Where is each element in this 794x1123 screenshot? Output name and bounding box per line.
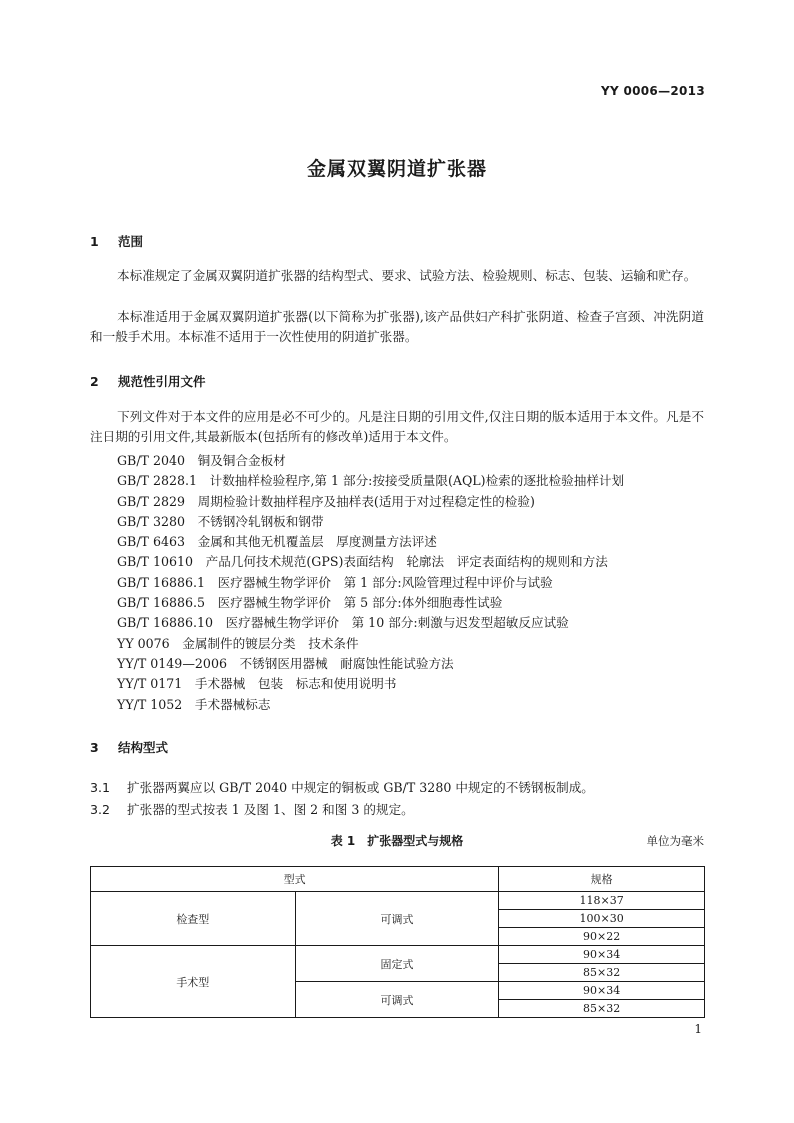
section-number: 1 — [90, 234, 99, 249]
reference-item: GB/T 2828.1 计数抽样检验程序,第 1 部分:按接受质量限(AQL)检索的逐批检验抽样计划 — [117, 473, 625, 489]
table-caption: 表 1 扩张器型式与规格 — [330, 834, 464, 848]
table-row — [91, 946, 705, 964]
clause-text: 扩张器的型式按表 1 及图 1、图 2 和图 3 的规定。 — [127, 802, 414, 817]
category-cell: 检查型 — [91, 892, 296, 946]
reference-item: GB/T 6463 金属和其他无机覆盖层 厚度测量方法评述 — [117, 534, 437, 550]
clause-number: 3.2 — [90, 802, 111, 817]
spec-cell: 90×34 — [499, 946, 705, 964]
clause-number: 3.1 — [90, 780, 111, 795]
reference-item: GB/T 16886.5 医疗器械生物学评价 第 5 部分:体外细胞毒性试验 — [117, 595, 503, 611]
spec-cell: 90×22 — [499, 928, 705, 946]
paragraph-text: 本标准规定了金属双翼阴道扩张器的结构型式、要求、试验方法、检验规则、标志、包装、运输和贮存。 — [117, 268, 697, 283]
header-spec-cell: 规格 — [499, 867, 705, 892]
reference-item: YY/T 0149—2006 不锈钢医用器械 耐腐蚀性能试验方法 — [117, 655, 454, 671]
clause-text: 扩张器两翼应以 GB/T 2040 中规定的铜板或 GB/T 3280 中规定的不锈钢板制成。 — [127, 780, 594, 795]
clause-3-2 — [90, 799, 414, 818]
paragraph-text: 本标准适用于金属双翼阴道扩张器(以下简称为扩张器),该产品供妇产科扩张阴道、检查子宫颈、冲洗阴道和一般手术用。本标准不适用于一次性使用的阴道扩张器。 — [90, 309, 704, 344]
section-title: 规范性引用文件 — [118, 374, 206, 389]
reference-item: YY/T 0171 手术器械 包装 标志和使用说明书 — [117, 676, 397, 692]
reference-item: GB/T 2829 周期检验计数抽样程序及抽样表(适用于对过程稳定性的检验) — [117, 493, 535, 509]
reference-item: GB/T 10610 产品几何技术规范(GPS)表面结构 轮廓法 评定表面结构的规则和方法 — [117, 554, 608, 570]
header-type-cell: 型式 — [91, 867, 499, 892]
standard-number: YY 0006—2013 — [601, 84, 705, 98]
category-cell: 手术型 — [91, 946, 296, 1018]
table-unit: 单位为毫米 — [646, 834, 704, 848]
subtype-cell: 可调式 — [295, 982, 499, 1018]
spec-cell: 118×37 — [499, 892, 705, 910]
reference-item: YY/T 1052 手术器械标志 — [117, 696, 271, 712]
spec-table — [90, 866, 705, 1018]
section-number: 2 — [90, 374, 99, 389]
section-number: 3 — [90, 740, 99, 755]
section-3-heading — [90, 738, 168, 756]
reference-item: GB/T 16886.10 医疗器械生物学评价 第 10 部分:刺激与迟发型超敏反应试验 — [117, 615, 569, 631]
spec-cell: 85×32 — [499, 964, 705, 982]
clause-3-1 — [90, 777, 594, 796]
document-title: 金属双翼阴道扩张器 — [306, 158, 487, 180]
subtype-cell: 固定式 — [295, 946, 499, 982]
reference-item: GB/T 16886.1 医疗器械生物学评价 第 1 部分:风险管理过程中评价与试验 — [117, 574, 553, 590]
section-title: 范围 — [118, 234, 144, 249]
reference-list — [117, 451, 624, 715]
reference-item: GB/T 3280 不锈钢冷轧钢板和钢带 — [117, 513, 324, 529]
spec-cell: 85×32 — [499, 1000, 705, 1018]
subtype-cell: 可调式 — [295, 892, 499, 946]
page-number: 1 — [694, 1022, 702, 1036]
spec-cell: 100×30 — [499, 910, 705, 928]
scope-paragraph-1 — [90, 266, 704, 286]
section-title: 结构型式 — [118, 740, 169, 755]
paragraph-text: 下列文件对于本文件的应用是必不可少的。凡是注日期的引用文件,仅注日期的版本适用于本文件。凡是不注日期的引用文件,其最新版本(包括所有的修改单)适用于本文件。 — [90, 409, 704, 444]
spec-cell: 90×34 — [499, 982, 705, 1000]
section-2-heading — [90, 372, 206, 390]
references-intro — [90, 407, 704, 447]
reference-item: YY 0076 金属制件的镀层分类 技术条件 — [117, 635, 359, 651]
section-1-heading — [90, 232, 143, 250]
scope-paragraph-2 — [90, 307, 704, 347]
reference-item: GB/T 2040 铜及铜合金板材 — [117, 453, 286, 468]
table-header-row — [91, 867, 705, 892]
table-row — [91, 892, 705, 910]
